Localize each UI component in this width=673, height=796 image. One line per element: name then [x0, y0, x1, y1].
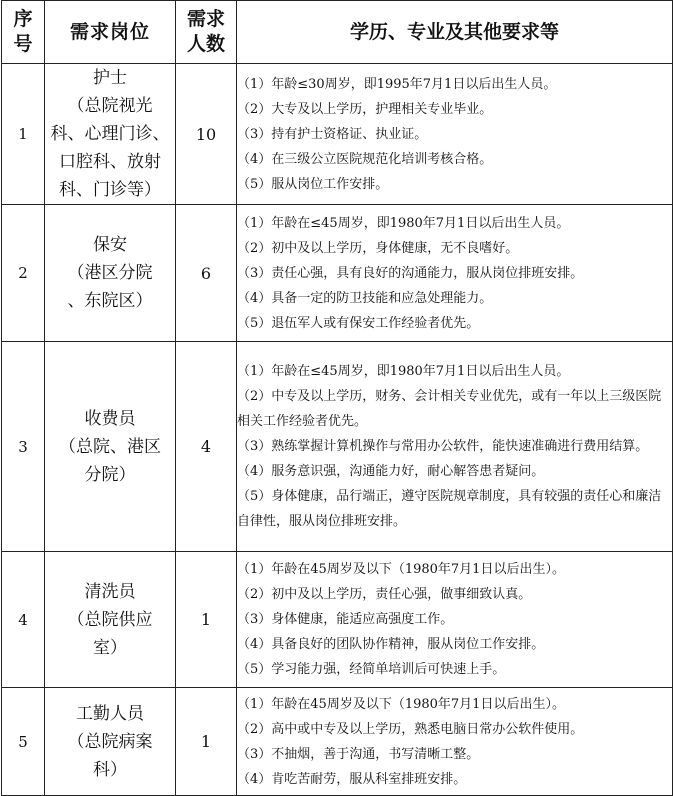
header-count: 需求人数: [176, 1, 237, 64]
row-seq: 5: [2, 688, 45, 796]
row-count: 10: [176, 64, 237, 205]
requirement-item: （1）年龄在45周岁及以下（1980年7月1日以后出生）。: [237, 562, 565, 577]
requirement-item: （4）具备良好的团队协作精神，服从岗位工作安排。: [237, 637, 545, 652]
row-seq: 4: [2, 552, 45, 688]
requirement-item: （3）持有护士资格证、执业证。: [237, 126, 428, 142]
requirement-item: （3）责任心强，具有良好的沟通能力，服从岗位排班安排。: [237, 265, 584, 281]
table-row: [2, 342, 673, 552]
position-line: 科、心理门诊、: [50, 124, 170, 144]
row-requirements: [237, 205, 673, 342]
row-count: 6: [176, 205, 237, 342]
requirement-item: （2）高中或中专及以上学历，熟悉电脑日常办公软件使用。: [237, 721, 584, 737]
row-position: [45, 552, 176, 688]
table-row: [2, 688, 673, 796]
position-line: （总院、港区: [59, 436, 161, 457]
row-requirements: [237, 552, 673, 688]
row-seq: 3: [2, 342, 45, 552]
requirement-item: （2）大专及以上学历，护理相关专业毕业。: [237, 101, 493, 117]
row-seq: 2: [2, 205, 45, 342]
position-line: 保安: [93, 235, 127, 255]
header-requirements: 学历、专业及其他要求等: [237, 1, 673, 64]
requirement-item: （3）熟练掌握计算机操作与常用办公软件，能快速准确进行费用结算。: [237, 439, 649, 454]
position-line: （总院视光: [67, 96, 153, 116]
row-seq: 1: [2, 64, 45, 205]
requirement-item: （5）身体健康，品行端正，遵守医院规章制度，具有较强的责任心和廉洁自律性，服从岗位排班安排。: [237, 489, 662, 529]
position-line: 工勤人员: [76, 703, 144, 724]
position-line: 科、门诊等）: [59, 180, 161, 200]
requirement-item: （1）年龄≤30周岁，即1995年7月1日以后出生人员。: [237, 76, 557, 92]
row-position: [45, 688, 176, 796]
requirement-item: （4）在三级公立医院规范化培训考核合格。: [237, 151, 493, 167]
requirement-item: （1）年龄在≤45周岁，即1980年7月1日以后出生人员。: [237, 364, 570, 379]
position-line: 清洗员: [84, 581, 136, 602]
header-row: [2, 1, 673, 64]
row-position: [45, 205, 176, 342]
requirement-item: （1）年龄在45周岁及以下（1980年7月1日以后出生）。: [237, 696, 565, 712]
header-position: 需求岗位: [45, 1, 176, 64]
table-row: [2, 205, 673, 342]
recruitment-table: [1, 0, 673, 796]
header-seq: 序号: [2, 1, 45, 64]
requirement-item: （2）中专及以上学历，财务、会计相关专业优先，或有一年以上三级医院相关工作经验者优先。: [237, 389, 662, 429]
row-position: [45, 64, 176, 205]
position-line: 、东院区）: [67, 291, 153, 311]
row-position: [45, 342, 176, 552]
requirement-item: （3）身体健康，能适应高强度工作。: [237, 612, 454, 627]
requirement-item: （4）服务意识强，沟通能力好，耐心解答患者疑问。: [237, 464, 545, 479]
requirement-item: （4）肯吃苦耐劳，服从科室排班安排。: [237, 771, 467, 787]
position-line: （总院病案: [67, 731, 153, 752]
position-line: 分院）: [84, 464, 136, 485]
position-line: 护士: [93, 68, 127, 88]
requirement-item: （1）年龄在≤45周岁，即1980年7月1日以后出生人员。: [237, 215, 570, 231]
row-count: 1: [176, 552, 237, 688]
row-count: 1: [176, 688, 237, 796]
position-line: 科）: [93, 759, 127, 780]
requirement-item: （4）具备一定的防卫技能和应急处理能力。: [237, 290, 493, 306]
requirement-item: （3）不抽烟，善于沟通，书写清晰工整。: [237, 746, 480, 762]
requirement-item: （5）学习能力强，经简单培训后可快速上手。: [237, 662, 506, 677]
requirement-item: （2）初中及以上学历，责任心强，做事细致认真。: [237, 587, 532, 602]
requirement-item: （5）退伍军人或有保安工作经验者优先。: [237, 315, 480, 331]
row-count: 4: [176, 342, 237, 552]
position-line: （总院供应: [67, 609, 153, 630]
row-requirements: [237, 342, 673, 552]
row-requirements: [237, 688, 673, 796]
position-line: 口腔科、放射: [59, 152, 161, 172]
row-requirements: [237, 64, 673, 205]
requirement-item: （2）初中及以上学历，身体健康，无不良嗜好。: [237, 240, 519, 256]
table-row: [2, 552, 673, 688]
position-line: （港区分院: [67, 263, 153, 283]
position-line: 室）: [93, 637, 127, 658]
requirement-item: （5）服从岗位工作安排。: [237, 176, 389, 192]
table-row: [2, 64, 673, 205]
position-line: 收费员: [84, 408, 136, 429]
